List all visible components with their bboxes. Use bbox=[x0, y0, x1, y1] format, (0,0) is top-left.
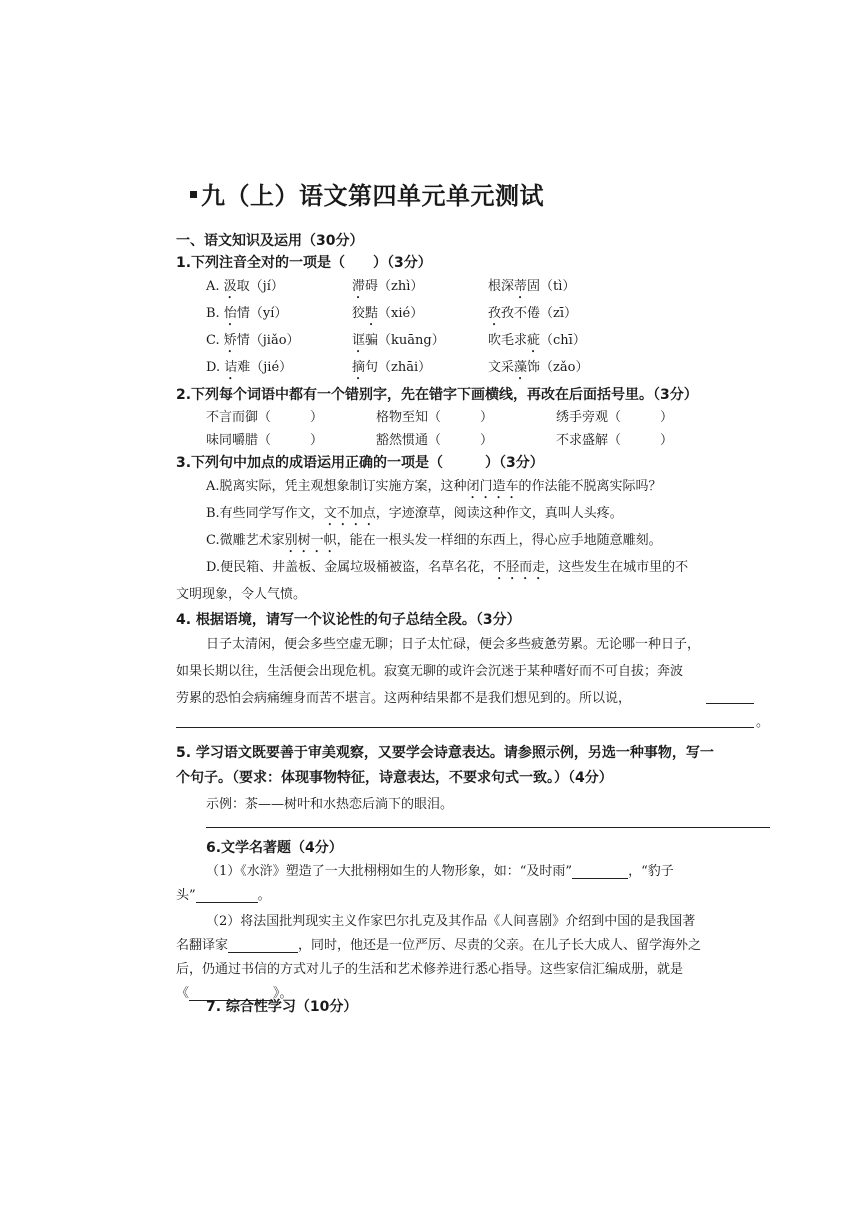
q2-word: 不求盛解（ ） bbox=[556, 433, 674, 448]
question-7-stem: 7. 综合性学习（10分） bbox=[206, 999, 358, 1015]
q1-option-c-word3: 吹毛求疵（chī） bbox=[488, 333, 586, 348]
q1-option-b-word2: 狡黠（xié） bbox=[352, 306, 424, 321]
q5-example: 示例：茶——树叶和水热恋后淌下的眼泪。 bbox=[206, 797, 454, 812]
q3-option-b: B.有些同学写作文，文不加点，字迹潦草，阅读这种作文，真叫人头疼。 bbox=[206, 506, 623, 521]
answer-line[interactable] bbox=[176, 727, 754, 728]
q3-option-d-cont: 文明现象，令人气愤。 bbox=[176, 587, 307, 602]
q3-option-c: C.微雕艺术家别树一帜，能在一根头发一样细的东西上，得心应手地随意雕刻。 bbox=[206, 533, 662, 548]
section-heading: 一、语文知识及运用（30分） bbox=[176, 233, 364, 249]
q6-part2-line3: 后，仍通过书信的方式对儿子的生活和艺术修养进行悉心指导。这些家信汇编成册，就是 bbox=[176, 962, 684, 977]
q1-option-c: C. 矫情（jiǎo） bbox=[206, 333, 300, 348]
q6-part2-line2: 名翻译家 ，同时，他还是一位严厉、尽责的父亲。在儿子长大成人、留学海外之 bbox=[176, 938, 702, 953]
page-title: 九（上）语文第四单元单元测试 bbox=[190, 176, 544, 211]
q4-paragraph-line: 日子太清闲，便会多些空虚无聊；日子太忙碌，便会多些疲惫劳累。无论哪一种日子， bbox=[206, 637, 701, 652]
q2-word: 格物至知（ ） bbox=[376, 410, 494, 425]
question-2-stem: 2.下列每个词语中都有一个错别字，先在错字下画横线，再改在后面括号里。（3分） bbox=[176, 387, 698, 403]
q2-word: 不言而御（ ） bbox=[206, 410, 324, 425]
question-6-stem: 6.文学名著题（4分） bbox=[206, 840, 343, 856]
answer-line[interactable] bbox=[706, 703, 754, 704]
q1-option-d-word3: 文采藻饰（zǎo） bbox=[488, 360, 589, 375]
q1-option-a-word2: 滞碍（zhì） bbox=[352, 279, 424, 294]
q6-part2-line4: 《 》。 bbox=[176, 986, 293, 1001]
bullet-square-icon bbox=[190, 191, 197, 198]
q6-part1: （1）《水浒》塑造了一大批栩栩如生的人物形象，如：“及时雨” ，“豹子 bbox=[206, 864, 674, 879]
q4-paragraph-line: 劳累的恐怕会病痛缠身而苦不堪言。这两种结果都不是我们想见到的。所以说， bbox=[176, 691, 632, 706]
q3-option-d: D.便民箱、井盖板、金属垃圾桶被盗，名草名花，不胫而走，这些发生在城市里的不 bbox=[206, 560, 689, 575]
q2-word: 绣手旁观（ ） bbox=[556, 410, 674, 425]
q6-part1-cont: 头” 。 bbox=[176, 888, 271, 903]
answer-line[interactable] bbox=[206, 827, 770, 828]
q1-option-b-word3: 孜孜不倦（zī） bbox=[488, 306, 578, 321]
q1-option-c-word2: 诓骗（kuāng） bbox=[352, 333, 445, 348]
period-mark: 。 bbox=[756, 715, 770, 730]
answer-blank[interactable] bbox=[228, 938, 298, 953]
q1-option-a: A. 汲取（jí） bbox=[206, 279, 284, 294]
q2-word: 豁然惯通（ ） bbox=[376, 433, 494, 448]
q1-option-b: B. 怡情（yí） bbox=[206, 306, 288, 321]
q2-word: 味同嚼腊（ ） bbox=[206, 433, 324, 448]
question-4-stem: 4. 根据语境，请写一个议论性的句子总结全段。（3分） bbox=[176, 612, 521, 628]
question-3-stem: 3.下列句中加点的成语运用正确的一项是（ ）（3分） bbox=[176, 455, 544, 471]
q6-part2: （2）将法国批判现实主义作家巴尔扎克及其作品《人间喜剧》介绍到中国的是我国著 bbox=[206, 914, 696, 929]
answer-blank[interactable] bbox=[572, 864, 628, 879]
answer-blank[interactable] bbox=[196, 888, 258, 903]
q1-option-d: D. 诘难（jié） bbox=[206, 360, 293, 375]
question-1-stem: 1.下列注音全对的一项是（ ）（3分） bbox=[176, 255, 432, 271]
q1-option-a-word3: 根深蒂固（tì） bbox=[488, 279, 576, 294]
q4-paragraph-line: 如果长期以往，生活便会出现危机。寂寞无聊的或许会沉迷于某种嗜好而不可自拔；奔波 bbox=[176, 664, 684, 679]
q3-option-a: A.脱离实际，凭主观想象制订实施方案，这种闭门造车的作法能不脱离实际吗？ bbox=[206, 479, 662, 494]
question-5-stem-cont: 个句子。（要求：体现事物特征，诗意表达，不要求句式一致。）（4分） bbox=[176, 770, 613, 786]
q1-option-d-word2: 摘句（zhāi） bbox=[352, 360, 432, 375]
question-5-stem: 5. 学习语文既要善于审美观察，又要学会诗意表达。请参照示例，另选一种事物，写一 bbox=[176, 745, 714, 761]
